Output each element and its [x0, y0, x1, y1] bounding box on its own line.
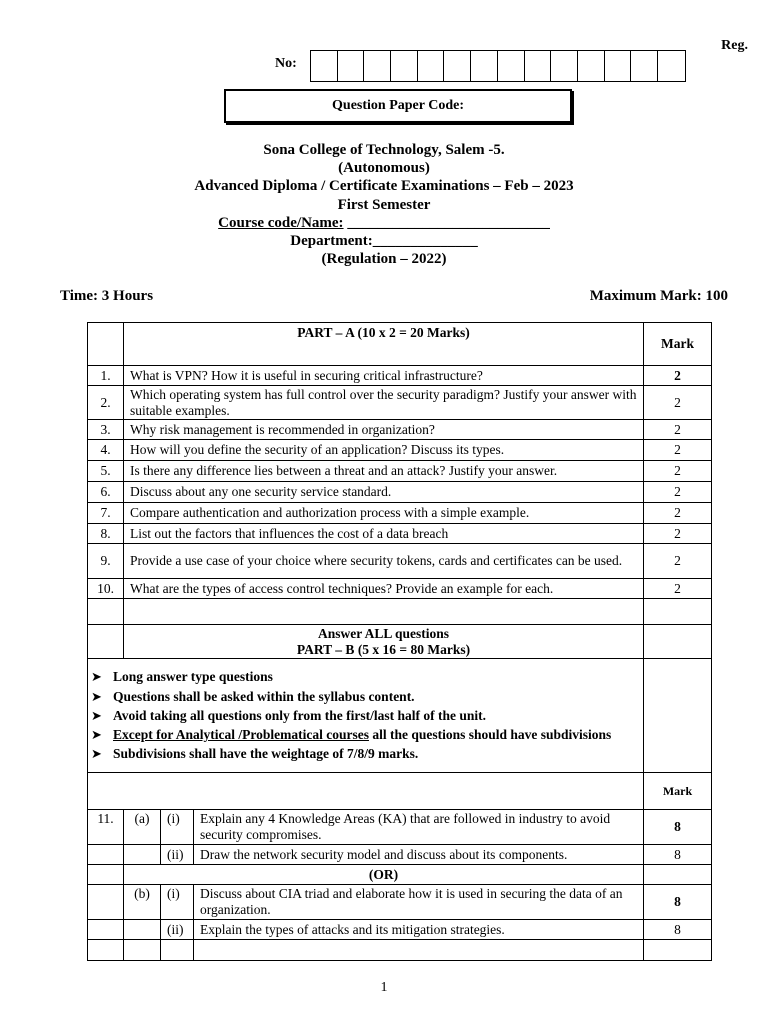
- reg-digit-box: [364, 51, 391, 81]
- instruction-rest: all the questions should have subdivisions: [368, 727, 612, 743]
- instruction-item: ➤ Subdivisions shall have the weightage of 7/8/9 marks.: [91, 744, 635, 763]
- empty-row: [88, 599, 712, 625]
- reg-digit-box: [444, 51, 471, 81]
- reg-digit-box: [525, 51, 552, 81]
- course-blank: ___________________________: [347, 214, 550, 231]
- part-a-title: PART – A (10 x 2 = 20 Marks): [124, 323, 644, 366]
- question-mark: 2: [644, 524, 712, 544]
- question-text: What is VPN? How it is useful in securing critical infrastructure?: [124, 366, 644, 386]
- question-text: Draw the network security model and discuss about its components.: [194, 845, 644, 865]
- question-number: 3.: [88, 420, 124, 440]
- question-text: Discuss about any one security service standard.: [124, 482, 644, 503]
- department-line: [0, 232, 768, 250]
- question-mark: 2: [644, 366, 712, 386]
- question-mark: 2: [644, 440, 712, 461]
- question-number: 8.: [88, 524, 124, 544]
- question-text: Provide a use case of your choice where security tokens, cards and certificates can be used.: [124, 544, 644, 579]
- instruction-underlined: Except for Analytical /Problematical courses: [113, 727, 369, 743]
- question-number: 5.: [88, 461, 124, 482]
- question-number: 9.: [88, 544, 124, 579]
- or-label: (OR): [124, 865, 644, 885]
- empty-row: [88, 940, 712, 961]
- question-mark: 2: [644, 386, 712, 420]
- table-row: [88, 461, 712, 482]
- table-row: [88, 420, 712, 440]
- exam-header: [0, 141, 768, 268]
- part-b-heading: [124, 625, 644, 659]
- reg-digit-box: [658, 51, 685, 81]
- reg-digit-box: [605, 51, 632, 81]
- question-mark: 2: [644, 461, 712, 482]
- reg-digit-box: [631, 51, 658, 81]
- question-number: 6.: [88, 482, 124, 503]
- instruction-item: ➤ Long answer type questions: [91, 667, 635, 686]
- table-row: [88, 524, 712, 544]
- instruction-item: ➤ Questions shall be asked within the syllabus content.: [91, 687, 635, 706]
- question-mark: 8: [644, 885, 712, 920]
- question-text: Discuss about CIA triad and elaborate how it is used in securing the data of an organization.: [194, 885, 644, 920]
- table-row: [88, 579, 712, 599]
- question-text: Which operating system has full control over the security paradigm? Justify your answer with suitable examples.: [124, 386, 644, 420]
- reg-label: Reg.: [721, 38, 748, 53]
- part-b-title: PART – B (5 x 16 = 80 Marks): [296, 641, 471, 657]
- semester-label: First Semester: [337, 196, 431, 213]
- part-b-header-row: [88, 625, 712, 659]
- question-mark: 8: [644, 845, 712, 865]
- reg-digit-box: [578, 51, 605, 81]
- time-label: Time: 3 Hours: [60, 288, 154, 304]
- subquestion-label: (a): [124, 810, 161, 845]
- register-number-boxes: [310, 50, 686, 82]
- instruction-item: [91, 725, 635, 744]
- reg-digit-box: [311, 51, 338, 81]
- table-row: [88, 845, 712, 865]
- question-mark: 8: [644, 810, 712, 845]
- question-mark: 2: [644, 544, 712, 579]
- page-number: 1: [380, 980, 388, 995]
- question-mark: 8: [644, 920, 712, 940]
- part-a-header-row: [88, 323, 712, 366]
- question-text: Explain the types of attacks and its mitigation strategies.: [194, 920, 644, 940]
- question-number: 4.: [88, 440, 124, 461]
- max-mark-label: Maximum Mark: 100: [589, 288, 728, 304]
- regulation-label: (Regulation – 2022): [321, 251, 447, 268]
- course-line: [0, 214, 768, 232]
- no-label: No:: [275, 56, 297, 71]
- subquestion-label: (b): [124, 885, 161, 920]
- part-b-mark-header: Mark: [644, 773, 712, 810]
- college-name: Sona College of Technology, Salem -5.: [263, 142, 505, 158]
- question-text: What are the types of access control techniques? Provide an example for each.: [124, 579, 644, 599]
- table-row: [88, 920, 712, 940]
- question-mark: 2: [644, 482, 712, 503]
- answer-all-label: Answer ALL questions: [317, 625, 450, 641]
- part-label: (ii): [161, 920, 194, 940]
- qp-code-label: Question Paper Code:: [332, 98, 464, 113]
- table-row: [88, 810, 712, 845]
- question-number: 10.: [88, 579, 124, 599]
- question-number: 2.: [88, 386, 124, 420]
- part-label: (ii): [161, 845, 194, 865]
- reg-digit-box: [551, 51, 578, 81]
- reg-digit-box: [418, 51, 445, 81]
- instructions-cell: [88, 659, 644, 773]
- course-label: Course code/Name:: [218, 214, 344, 231]
- exam-title: Advanced Diploma / Certificate Examinations – Feb – 2023: [194, 178, 574, 195]
- question-paper-code-box: [224, 89, 572, 123]
- question-text: Explain any 4 Knowledge Areas (KA) that are followed in industry to avoid security compromises.: [194, 810, 644, 845]
- or-row: [88, 865, 712, 885]
- question-number: 1.: [88, 366, 124, 386]
- question-text: List out the factors that influences the cost of a data breach: [124, 524, 644, 544]
- autonomous-label: (Autonomous): [338, 160, 430, 177]
- table-row: [88, 386, 712, 420]
- instructions-row: [88, 659, 712, 773]
- part-label: (i): [161, 885, 194, 920]
- question-mark: 2: [644, 579, 712, 599]
- table-row: [88, 503, 712, 524]
- reg-digit-box: [498, 51, 525, 81]
- question-table: [87, 322, 712, 961]
- reg-digit-box: [471, 51, 498, 81]
- instruction-item: ➤ Avoid taking all questions only from the first/last half of the unit.: [91, 706, 635, 725]
- mark-header: Mark: [644, 323, 712, 366]
- question-text: Why risk management is recommended in organization?: [124, 420, 644, 440]
- instructions-list: [91, 667, 635, 763]
- reg-digit-box: [338, 51, 365, 81]
- question-mark: 2: [644, 420, 712, 440]
- question-mark: 2: [644, 503, 712, 524]
- table-row: [88, 440, 712, 461]
- table-row: [88, 885, 712, 920]
- department-blank: ______________: [372, 233, 478, 250]
- question-text: How will you define the security of an application? Discuss its types.: [124, 440, 644, 461]
- question-number: 7.: [88, 503, 124, 524]
- table-row: [88, 544, 712, 579]
- department-label: Department:: [290, 233, 373, 250]
- table-row: [88, 366, 712, 386]
- question-text: Is there any difference lies between a threat and an attack? Justify your answer.: [124, 461, 644, 482]
- table-row: [88, 482, 712, 503]
- part-b-mark-header-row: [88, 773, 712, 810]
- question-number: 11.: [88, 810, 124, 845]
- question-text: Compare authentication and authorization process with a simple example.: [124, 503, 644, 524]
- reg-digit-box: [391, 51, 418, 81]
- part-label: (i): [161, 810, 194, 845]
